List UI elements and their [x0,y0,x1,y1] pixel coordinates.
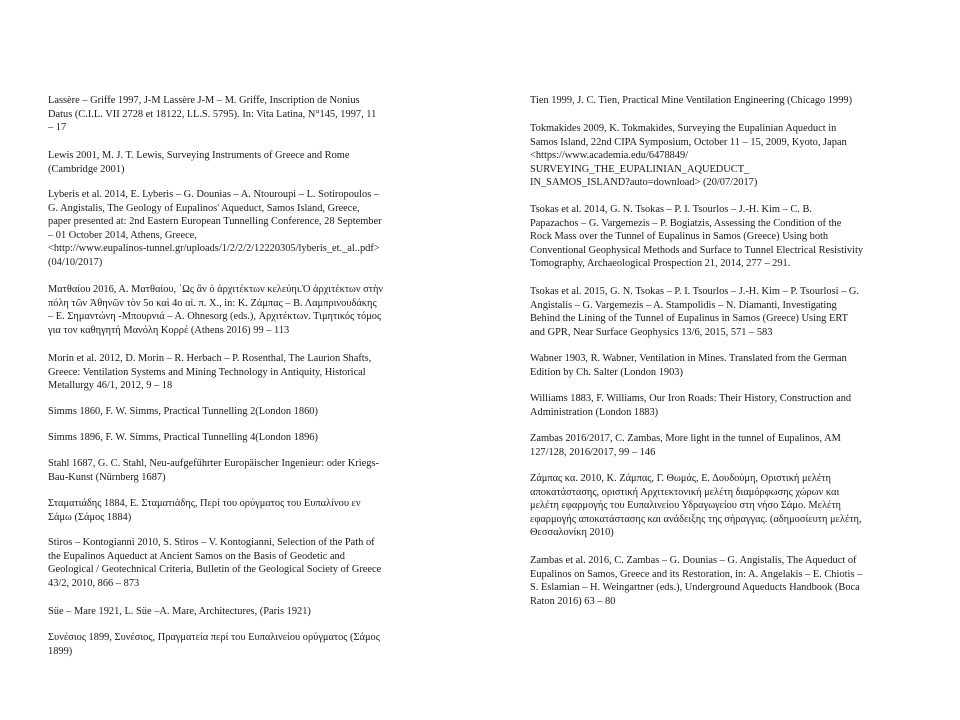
bib-entry-tsokas-2015: Tsokas et al. 2015, G. N. Tsokas – P. I. Tsourlos – J.-H. Kim – P. Tsourlosi – G. Angistalis – G. Vargemezis – A. Stampolidis – N. Diamanti, Investigating Behind the Lining of the Tunnel of Eupalinus in Samos (Greece) Using ERT and GPR, Near Surface Geophysics 13/6, 2015, 571 – 583 [530,286,860,338]
bib-entry-williams-1883: Williams 1883, F. Williams, Our Iron Roads: Their History, Construction and Administration (London 1883) [530,393,852,418]
bib-entry-lyberis-2014: Lyberis et al. 2014, E. Lyberis – G. Dounias – A. Ntouroupi – L. Sotiropoulos – G. Angistalis, The Geology of Eupalinos' Aqueduct, Samos Island, Greece, paper presented at: 2nd Eastern European Tunnelling Conference, 28 September – 01 October 2014, Athens, Greece, <http://www.eupalinos-tunnel.gr/uploads/1/2/2/2/12220305/lyberis_et._al..pdf> (04/10/2017) [48,189,382,268]
bib-entry-stahl-1687: Stahl 1687, G. C. Stahl, Neu-aufgeführter Europäischer Ingenieur: oder Kriegs- Bau-Kunst (Nürnberg 1687) [48,458,379,483]
bib-entry-zambas-2016: Zambas et al. 2016, C. Zambas – G. Dounias – G. Angistalis, The Aqueduct of Eupalinos on Samos, Greece and its Restoration, in: A. Angelakis – E. Chiotis – S. Eslamian – H. Weingartner (eds.), Underground Aqueducts Handbook (Boca Raton 2016) 63 – 80 [530,555,863,607]
bib-entry-lewis-2001: Lewis 2001, M. J. T. Lewis, Surveying Instruments of Greece and Rome (Cambridge 2001) [48,150,350,175]
bib-entry-tokmakides-2009: Tokmakides 2009, K. Tokmakides, Surveying the Eupalinian Aqueduct in Samos Island, 22nd CIPA Symposium, October 11 – 15, 2009, Kyoto, Japan <https://www.academia.edu/6478849/ SURVEYING_THE_EUPALINIAN_AQUEDUCT_ IN_SAMOS_ISLAND?auto=download> (20/07/2017) [530,123,847,189]
bib-entry-simms-1896: Simms 1896, F. W. Simms, Practical Tunnelling 4(London 1896) [48,432,318,443]
bib-entry-lassere-griffe-1997: Lassère – Griffe 1997, J-M Lassère J-M – M. Griffe, Inscription de Nonius Datus (C.I.L. VII 2728 et 18122, I.L.S. 5795). In: Vita Latina, N°145, 1997, 11 – 17 [48,95,377,134]
bib-entry-zampas-2010: Ζάμπας κα. 2010, Κ. Ζάμπας, Γ. Θωμάς, Ε. Δουδούμη, Οριστική μελέτη αποκατάστασης, οριστική Αρχιτεκτονική μελέτη διαμόρφωσης χώρων και μελέτη εφαρμογής του Ευπαλινείου Υδραγωγείου στη νήσο Σάμο. Μελέτη εφαρμογής αποκατάστασης και ανάδειξης της σήραγγας. (αδημοσίευτη μελέτη, Θεσσαλονίκη 2010) [530,473,862,539]
bib-entry-stamatiadis-1884: Σταματιάδης 1884, Ε. Σταματιάδης, Περί του ορύγματος του Ευπαλίνου εν Σάμω (Σάμος 1884) [48,498,361,523]
bib-entry-matthaiou-2016: Ματθαίου 2016, Α. Ματθαίου, ῾Ως ἂν ὁ ἀρχιτέκτων κελεύηι.Ὁ ἀρχιτέκτων στὴν πόλη τῶν Ἀθηνῶν τὸν 5ο καὶ 4ο αἰ. π. Χ., in: Κ. Ζάμπας – Β. Λαμπρινουδάκης – Ε. Σημαντώνη -Μπουρνιά – Α. Ohnesorg (eds.), Αρχιτέκτων. Τιμητικός τόμος για τον καθηγητή Μανόλη Κορρέ (Athens 2016) 99 – 113 [48,284,384,336]
bib-entry-morin-2012: Morin et al. 2012, D. Morin – R. Herbach – P. Rosenthal, The Laurion Shafts, Greece: Ventilation Systems and Mining Technology in Antiquity, Historical Metallurgy 46/1, 2012, 9 – 18 [48,353,372,392]
bib-entry-tsokas-2014: Tsokas et al. 2014, G. N. Tsokas – P. I. Tsourlos – J.-H. Kim – C. B. Papazachos – G. Vargemezis – P. Bogiatzis, Assessing the Condition of the Rock Mass over the Tunnel of Eupalinus in Samos (Greece) Using both Conventional Geophysical Methods and Surface to Tunnel Electrical Resistivity Tomography, Archaeological Prospection 21, 2014, 277 – 291. [530,204,864,270]
bib-entry-wabner-1903: Wabner 1903, R. Wabner, Ventilation in Mines. Translated from the German Edition by Ch. Salter (London 1903) [530,353,847,378]
bib-entry-sue-mare-1921: Süe – Mare 1921, L. Süe –A. Mare, Architectures, (Paris 1921) [48,606,311,617]
bib-entry-tien-1999: Tien 1999, J. C. Tien, Practical Mine Ventilation Engineering (Chicago 1999) [530,95,853,106]
bib-entry-stiros-2010: Stiros – Kontogianni 2010, S. Stiros – V. Kontogianni, Selection of the Path of the Eupalinos Aqueduct at Ancient Samos on the Basis of Geodetic and Geological / Geotechnical Criteria, Bulletin of the Geological Society of Greece 43/2, 2010, 866 – 873 [48,537,382,589]
bib-entry-simms-1860: Simms 1860, F. W. Simms, Practical Tunnelling 2(London 1860) [48,406,318,417]
bib-entry-synesios-1899: Συνέσιος 1899, Συνέσιος, Πραγματεία περί του Ευπαλινείου ορύγματος (Σάμος 1899) [48,632,380,657]
bib-entry-zambas-2016-2017: Zambas 2016/2017, C. Zambas, More light in the tunnel of Eupalinos, AM 127/128, 2016/2017, 99 – 146 [530,433,841,458]
